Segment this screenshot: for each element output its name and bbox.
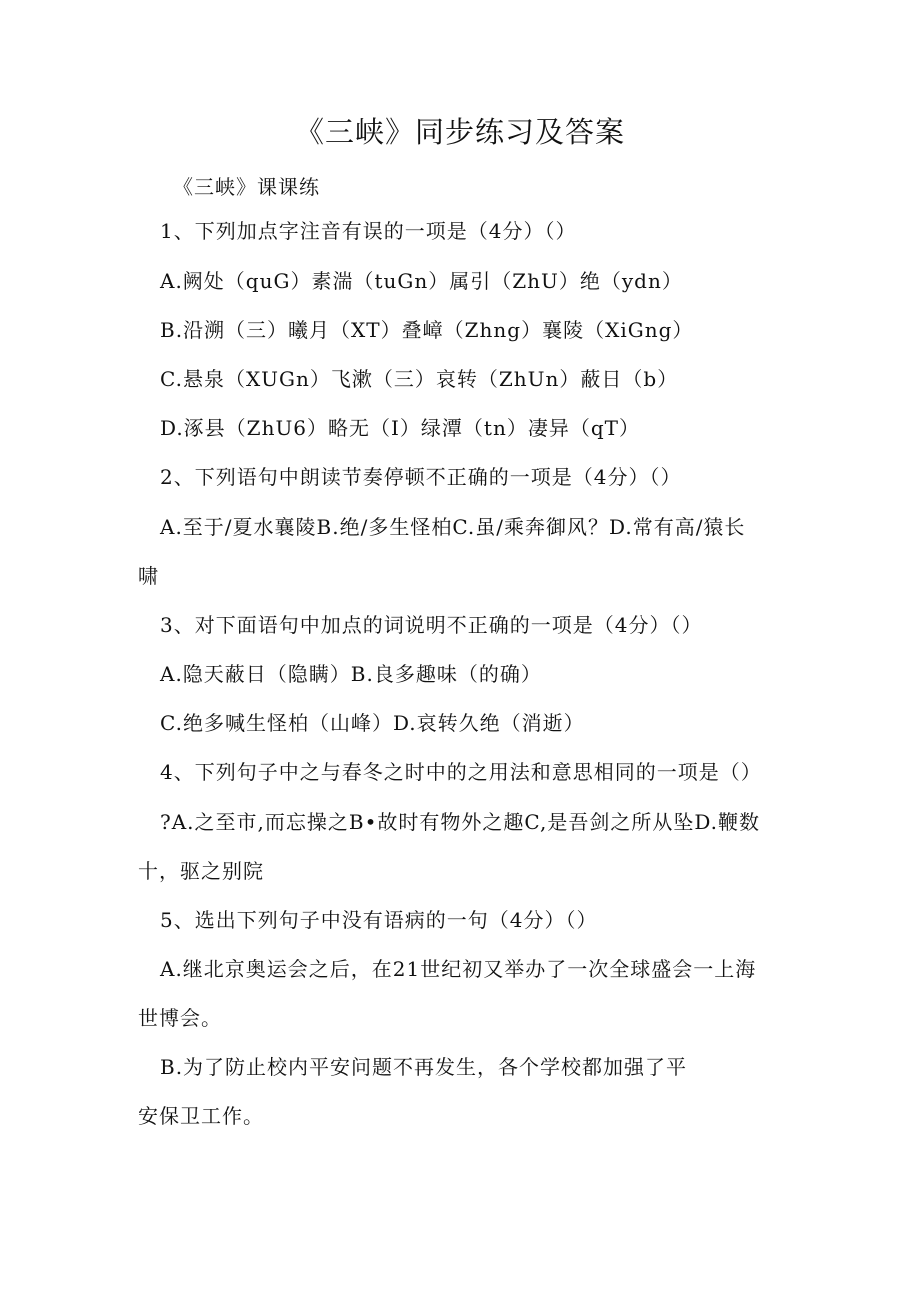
option-1c: C.悬泉（XUGn）飞漱（三）哀转（ZhUn）蔽日（b） — [160, 367, 679, 391]
options-3cd: C.绝多喊生怪柏（山峰）D.哀转久绝（消逝） — [160, 711, 585, 735]
section-heading: 《三峡》课课练 — [173, 175, 320, 199]
question-1: 1、下列加点字注音有误的一项是（4分）（） — [160, 219, 577, 243]
options-2-continued: 啸 — [138, 564, 159, 588]
option-1b: B.沿溯（三）曦月（XT）叠嶂（Zhng）襄陵（XiGng） — [160, 318, 694, 342]
options-2: A.至于/夏水襄陵B.绝/多生怪柏C.虽/乘奔御风？D.常有高/猿长 — [160, 515, 746, 539]
option-5b-continued: 安保卫工作。 — [138, 1104, 264, 1128]
options-4-continued: 十，驱之别院 — [138, 859, 264, 883]
option-1d: D.涿县（ZhU6）略无（I）绿潭（tn）凄异（qT） — [160, 416, 640, 440]
options-3ab: A.隐天蔽日（隐瞒）B.良多趣味（的确） — [160, 662, 542, 686]
question-2: 2、下列语句中朗读节奏停顿不正确的一项是（4分）（） — [160, 465, 682, 489]
option-5a-continued: 世博会。 — [138, 1006, 222, 1030]
question-3: 3、对下面语句中加点的词说明不正确的一项是（4分）（） — [160, 613, 703, 637]
question-5: 5、选出下列句子中没有语病的一句（4分）（） — [160, 908, 598, 932]
document-title: 《三峡》同步练习及答案 — [294, 115, 625, 149]
option-1a: A.阙处（quG）素湍（tuGn）属引（ZhU）绝（ydn） — [160, 269, 683, 293]
option-5b: B.为了防止校内平安问题不再发生，各个学校都加强了平 — [160, 1055, 688, 1079]
options-4: ?A.之至市,而忘操之B•故时有物外之趣C,是吾剑之所从坠D.鞭数 — [160, 810, 761, 834]
option-5a: A.继北京奥运会之后，在21世纪初又举办了一次全球盛会一上海 — [160, 957, 757, 981]
question-4: 4、下列句子中之与春冬之时中的之用法和意思相同的一项是（） — [160, 760, 762, 784]
